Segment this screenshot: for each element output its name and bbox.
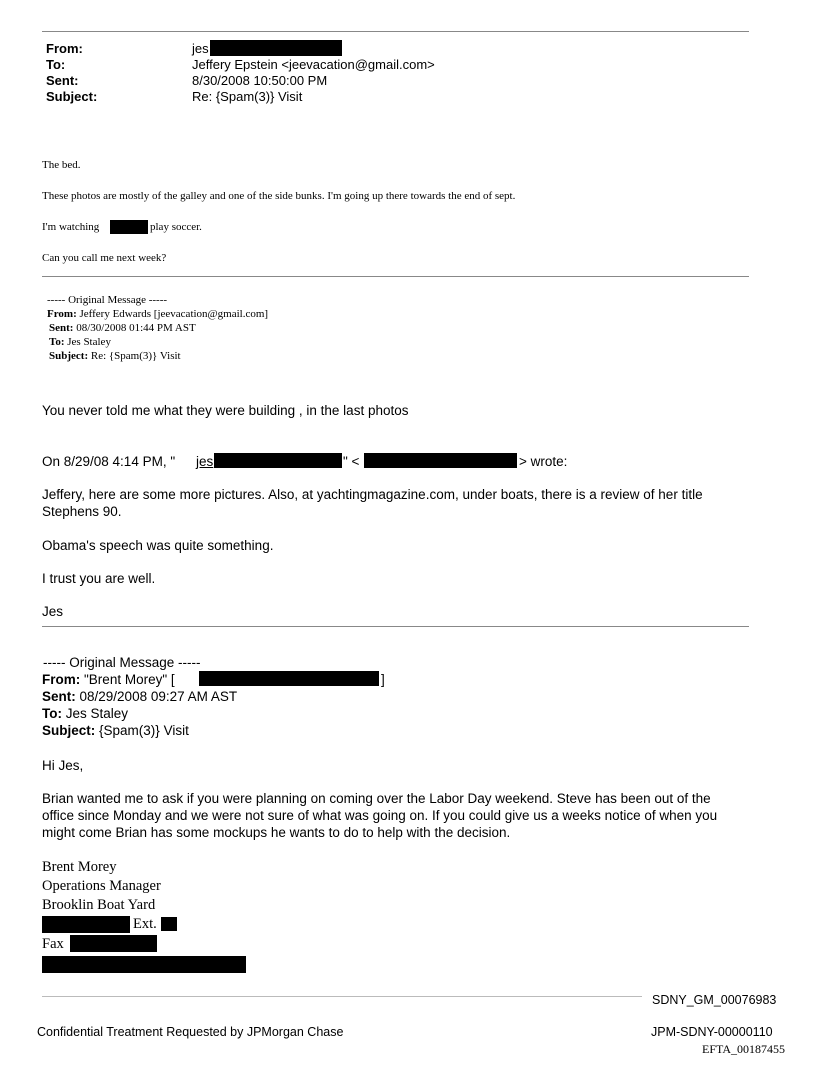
- redaction-box: [161, 917, 177, 931]
- message1-line3b: play soccer.: [150, 221, 202, 233]
- signature-fax-label: Fax: [42, 936, 64, 952]
- redaction-box: [42, 956, 246, 973]
- message1-line4: Can you call me next week?: [42, 252, 167, 264]
- redaction-box: [199, 671, 379, 686]
- original2-sent-label: Sent:: [42, 689, 76, 704]
- message2-para1: Jeffery, here are some more pictures. Also, at yachtingmagazine.com, under boats, there is a review of her title: [42, 487, 703, 502]
- efta-number: EFTA_00187455: [702, 1042, 786, 1056]
- header-from-value: jes: [192, 41, 209, 56]
- signature-company: Brooklin Boat Yard: [42, 897, 156, 913]
- original1-from-value: Jeffery Edwards [jeevacation@gmail.com]: [79, 308, 269, 320]
- message2-line1: You never told me what they were building , in the last photos: [42, 403, 409, 418]
- original1-subject-value: Re: {Spam(3)} Visit: [90, 350, 181, 362]
- message2-wrote-name[interactable]: jes: [196, 454, 214, 469]
- original2-from-label: From:: [42, 672, 81, 687]
- redaction-box: [364, 453, 517, 468]
- redaction-box: [70, 935, 157, 952]
- original2-subject: [42, 723, 189, 738]
- original2-from-value: "Brent Morey" [: [84, 672, 175, 687]
- bates-number-jpm: JPM-SDNY-00000110: [651, 1025, 773, 1039]
- original1-from: [47, 308, 268, 320]
- original1-to-label: To:: [49, 336, 65, 348]
- message1-line2: These photos are mostly of the galley and one of the side bunks. I'm going up there towards the end of sept.: [42, 190, 516, 202]
- header-sent-value: 8/30/2008 10:50:00 PM: [192, 73, 328, 88]
- signature-name: Brent Morey: [42, 859, 117, 875]
- redaction-box: [214, 453, 342, 468]
- message2-para2: Obama's speech was quite something.: [42, 538, 274, 553]
- message3-line1: Brian wanted me to ask if you were planning on coming over the Labor Day weekend. Steve has been out of the: [42, 791, 711, 806]
- message3-greeting: Hi Jes,: [42, 758, 84, 773]
- message2-wrote-b: " <: [343, 454, 360, 469]
- header-subject-value: Re: {Spam(3)} Visit: [192, 89, 303, 104]
- original2-sent: [42, 689, 237, 704]
- header-subject-label: Subject:: [46, 89, 98, 104]
- redaction-box: [110, 220, 148, 234]
- message3-line3: might come Brian has some mockups he wants to do to help with the decision.: [42, 825, 511, 840]
- original1-to-value: Jes Staley: [67, 336, 111, 348]
- divider: [42, 276, 749, 277]
- original1-sent-label: Sent:: [49, 322, 74, 334]
- original2-subject-label: Subject:: [42, 723, 96, 738]
- footer-divider: [42, 996, 642, 997]
- original2-heading: ----- Original Message -----: [43, 655, 201, 670]
- original1-from-label: From:: [47, 308, 77, 320]
- original1-subject: [49, 350, 181, 362]
- top-divider: [42, 31, 749, 32]
- header-from-label: From:: [46, 41, 83, 56]
- message2-sign: Jes: [42, 604, 64, 619]
- original2-to: [42, 706, 128, 721]
- header-sent-label: Sent:: [46, 73, 79, 88]
- message2-wrote-c: > wrote:: [519, 454, 568, 469]
- original2-to-label: To:: [42, 706, 62, 721]
- original1-to: [49, 336, 111, 348]
- message1-line1: The bed.: [42, 159, 81, 171]
- divider: [42, 626, 749, 627]
- redaction-box: [210, 40, 342, 56]
- redaction-box: [42, 916, 130, 933]
- header-to-value: Jeffery Epstein <jeevacation@gmail.com>: [192, 57, 435, 72]
- header-to-label: To:: [46, 57, 66, 72]
- confidential-notice: Confidential Treatment Requested by JPMorgan Chase: [37, 1025, 344, 1039]
- signature-ext-label: Ext.: [133, 916, 157, 932]
- bates-number-gm: SDNY_GM_00076983: [652, 993, 777, 1007]
- original1-heading: ----- Original Message -----: [47, 294, 168, 306]
- message2-para1-cont: Stephens 90.: [42, 504, 122, 519]
- original2-sent-value: 08/29/2008 09:27 AM AST: [79, 689, 238, 704]
- original2-from-close: ]: [381, 672, 385, 687]
- message3-line2: office since Monday and we were not sure of what was going on. If you could give us a weeks notice of when you: [42, 808, 718, 823]
- original2-to-value: Jes Staley: [65, 706, 129, 721]
- original1-subject-label: Subject:: [49, 350, 89, 362]
- message2-wrote-a: On 8/29/08 4:14 PM, ": [42, 454, 176, 469]
- message2-para3: I trust you are well.: [42, 571, 156, 586]
- original1-sent-value: 08/30/2008 01:44 PM AST: [76, 322, 196, 334]
- message1-line3a: I'm watching: [42, 221, 100, 233]
- original1-sent: [49, 322, 196, 334]
- signature-title: Operations Manager: [42, 878, 161, 894]
- original2-from: [42, 672, 175, 687]
- original2-subject-value: {Spam(3)} Visit: [99, 723, 189, 738]
